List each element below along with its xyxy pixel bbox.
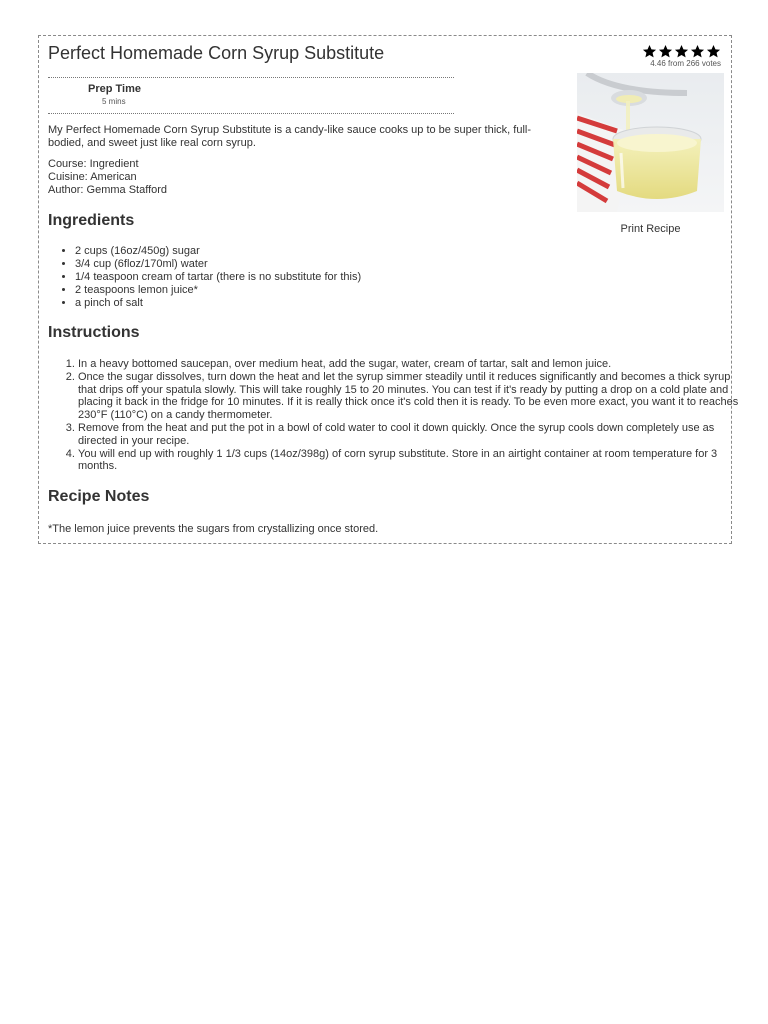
recipe-rating	[642, 44, 721, 68]
rating-stars[interactable]	[642, 44, 721, 59]
recipe-summary: My Perfect Homemade Corn Syrup Substitute is a candy-like sauce cooks up to be super thick, full-bodied, and sweet just like real corn syrup.	[48, 124, 531, 149]
notes-heading: Recipe Notes	[48, 488, 150, 505]
rating-summary	[642, 59, 721, 68]
recipe-author: Author: Gemma Stafford	[48, 184, 168, 196]
instruction-step: 4. You will end up with roughly 1 1/3 cups (14oz/398g) of corn syrup substitute. Store in an airtight container at room temperature for 3 months.	[78, 448, 748, 474]
divider	[48, 77, 454, 78]
instructions-heading: Instructions	[48, 324, 140, 341]
prep-time-value: 5 mins	[102, 97, 126, 106]
star-icon[interactable]	[642, 44, 657, 59]
star-icon[interactable]	[690, 44, 705, 59]
ingredient-item: • 2 cups (16oz/450g) sugar	[75, 245, 361, 258]
rating-votes-label: votes	[701, 59, 721, 68]
divider	[48, 113, 454, 114]
rating-from: from	[668, 59, 685, 68]
star-icon[interactable]	[674, 44, 689, 59]
rating-value: 4.46	[650, 59, 666, 68]
star-icon[interactable]	[658, 44, 673, 59]
ingredient-item: • 3/4 cup (6floz/170ml) water	[75, 258, 361, 271]
corn-syrup-jar-image	[577, 73, 724, 212]
ingredients-heading: Ingredients	[48, 212, 135, 229]
star-icon[interactable]	[706, 44, 721, 59]
recipe-meta	[48, 158, 167, 197]
ingredient-item: • a pinch of salt	[75, 297, 361, 310]
instructions-list	[48, 358, 748, 473]
instruction-step: 3. Remove from the heat and put the pot in a bowl of cold water to cool it down quickly. Once the syrup cools down completely use as directed in your recipe.	[78, 422, 748, 448]
instruction-step: 1. In a heavy bottomed saucepan, over medium heat, add the sugar, water, cream of tartar, salt and lemon juice.	[78, 358, 748, 371]
ingredient-item: • 2 teaspoons lemon juice*	[75, 284, 361, 297]
recipe-card	[38, 35, 739, 544]
recipe-photo	[577, 73, 724, 212]
ingredients-list	[48, 245, 361, 310]
print-recipe-link[interactable]: Print Recipe	[620, 223, 681, 235]
ingredient-item: • 1/4 teaspoon cream of tartar (there is no substitute for this)	[75, 271, 361, 284]
recipe-notes: *The lemon juice prevents the sugars from crystallizing once stored.	[48, 523, 379, 535]
recipe-cuisine: Cuisine: American	[48, 171, 137, 183]
recipe-title: Perfect Homemade Corn Syrup Substitute	[48, 43, 385, 63]
instruction-step: 2. Once the sugar dissolves, turn down the heat and let the syrup simmer steadily until it reduces significantly and becomes a thick syrup that drips off your spatula slowly. This will take roughly 15 to 20 minutes. You can test if it's ready by putting a drop on a cold plate and placing it back in the fridge for 10 minutes. If it is really thick once it's cold then it is ready. To be even more exact, you want it to reaches 230°F (110°C) on a candy thermometer.	[78, 371, 748, 422]
prep-time-label: Prep Time	[88, 83, 141, 95]
prep-time	[88, 83, 141, 106]
recipe-course: Course: Ingredient	[48, 158, 139, 170]
rating-votes: 266	[686, 59, 700, 68]
